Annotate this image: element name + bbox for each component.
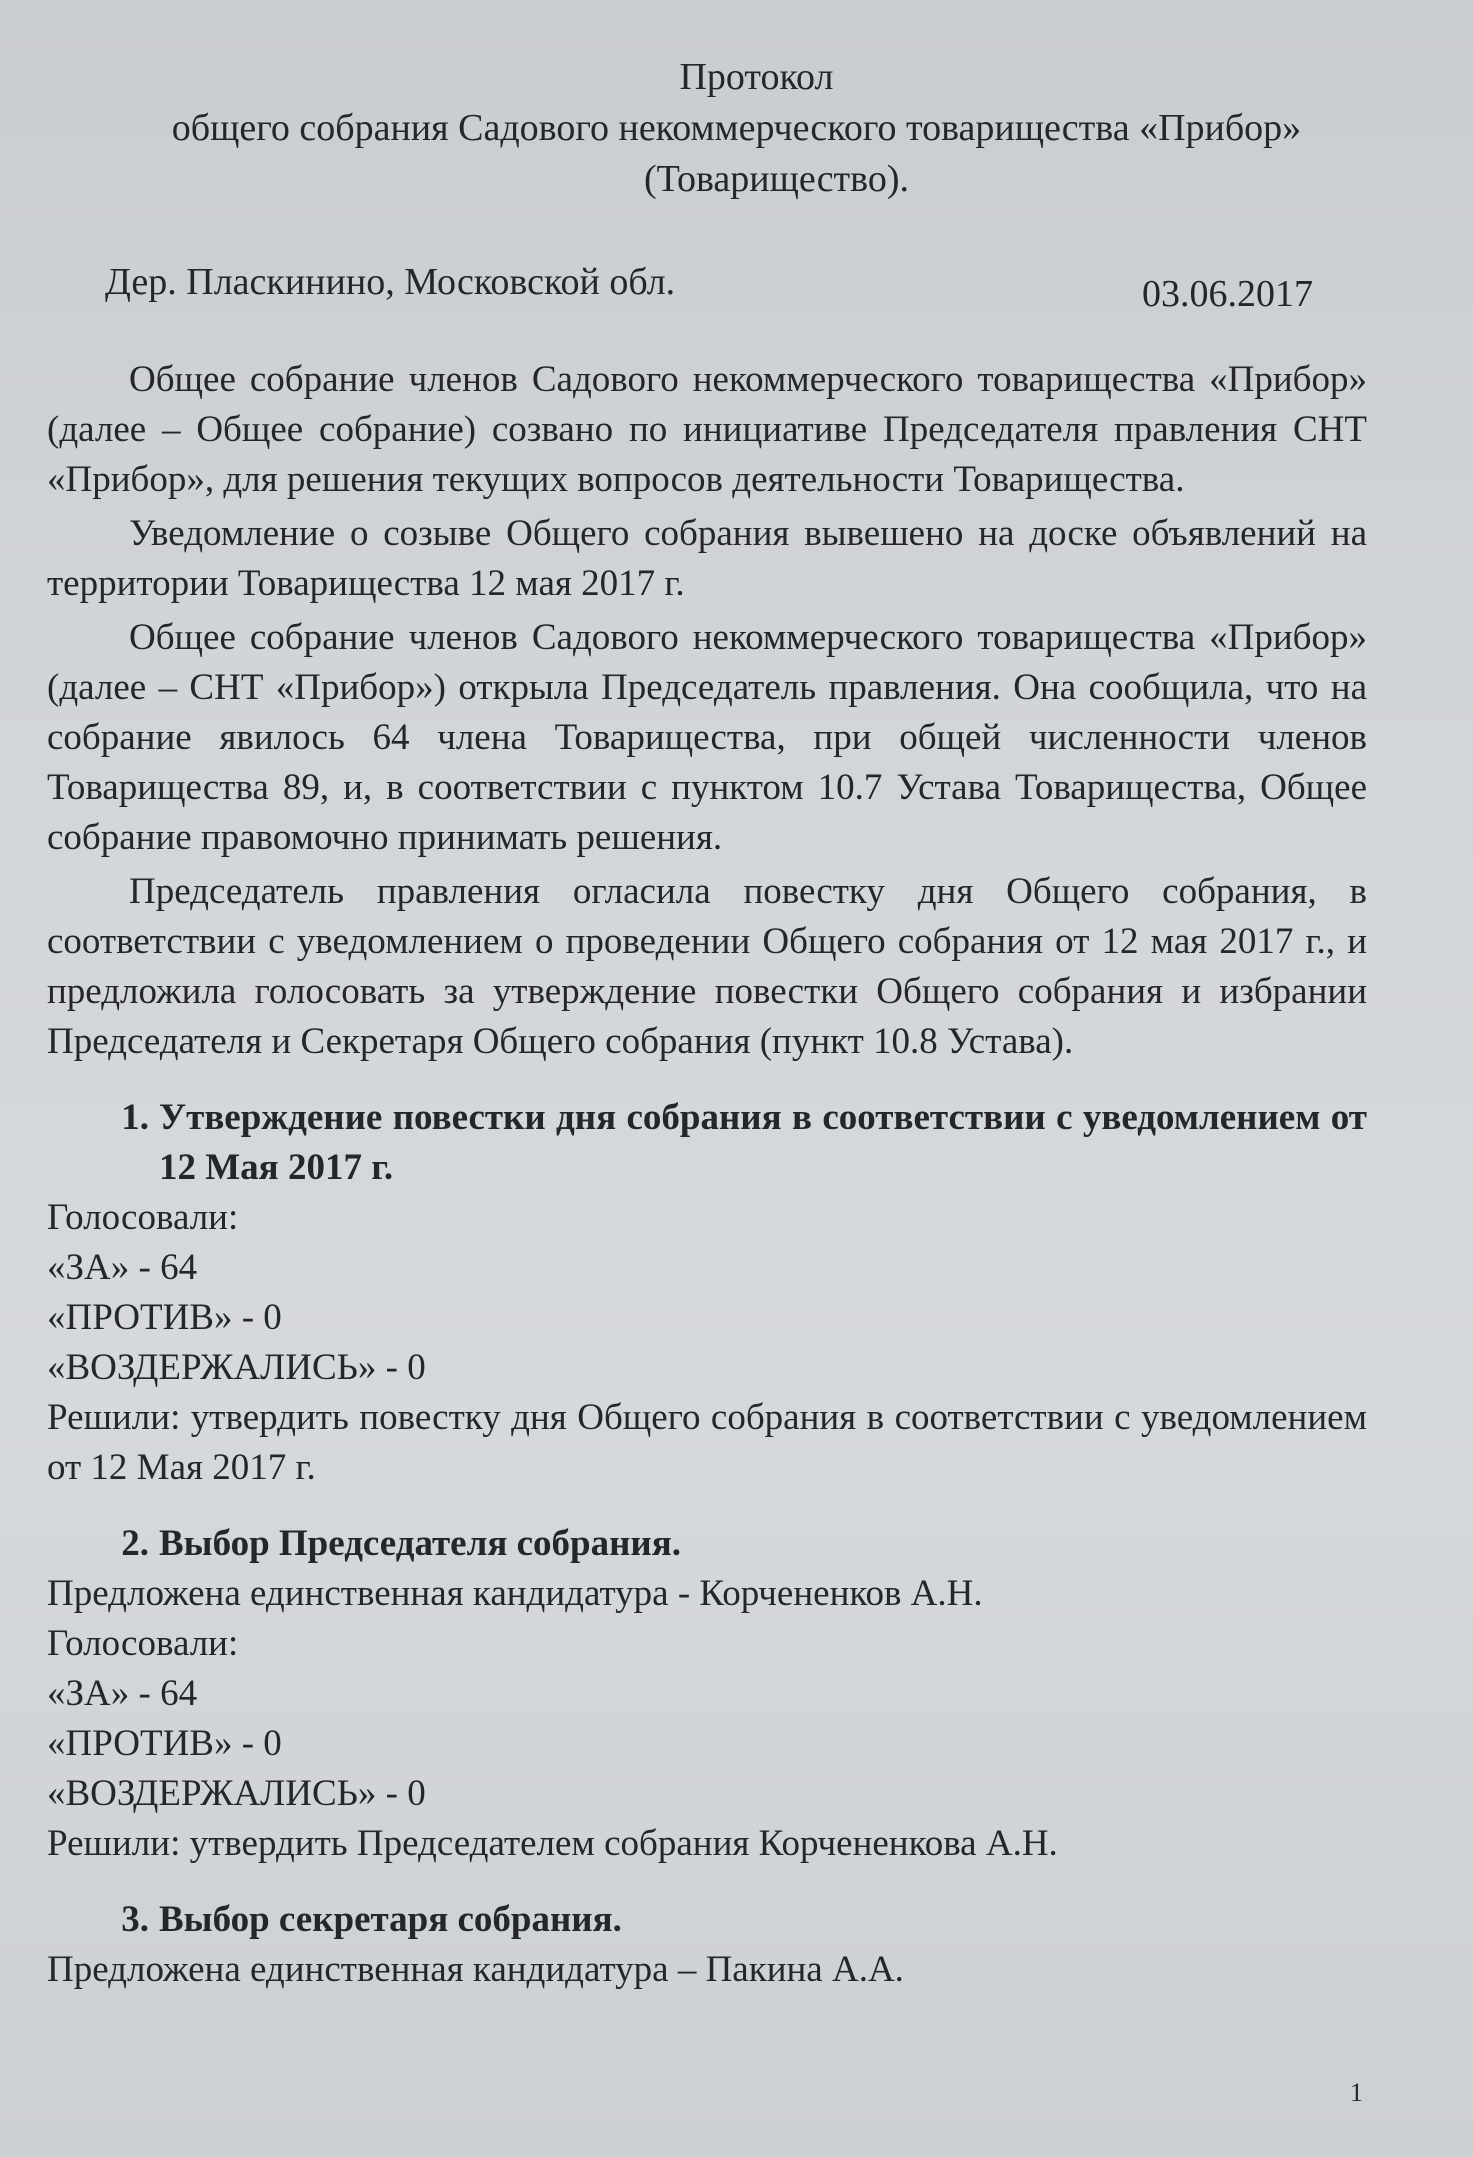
page-number: 1 — [1350, 2078, 1363, 2107]
paragraph-quorum: Общее собрание членов Садового некоммерческого товарищества «Прибор» (далее – СНТ «Прибор») открыла Председатель правления. Она сообщила, что на собрание явилось 64 члена Товарищества, при общей численности членов Товарищества 89, и, в соответствии с пунктом 10.7 Устава Товарищества, Общее собрание правомочно принимать решения. — [47, 617, 1367, 858]
votes-abstained: «ВОЗДЕРЖАЛИСЬ» - 0 — [47, 1773, 426, 1814]
document-subtitle-org: (Товарищество). — [643, 158, 910, 200]
voted-label: Голосовали: — [47, 1623, 239, 1664]
agenda-item-3-heading — [47, 1895, 1367, 1945]
candidate-text: Предложена единственная кандидатура - Корчененков А.Н. — [47, 1573, 983, 1614]
paragraph-notice: Уведомление о созыве Общего собрания вывешено на доске объявлений на территории Товарищества 12 мая 2017 г. — [47, 513, 1367, 604]
agenda-item-1-heading — [47, 1093, 1367, 1193]
meeting-date: 03.06.2017 — [1142, 273, 1313, 315]
agenda-item-title: Утверждение повестки дня собрания в соответствии с уведомлением от 12 Мая 2017 г. — [159, 1097, 1367, 1188]
meeting-place: Дер. Пласкинино, Московской обл. — [105, 261, 676, 303]
document-title: Протокол — [679, 56, 834, 98]
agenda-item-number: 3. — [121, 1899, 149, 1940]
resolution-text: Решили: утвердить Председателем собрания Корчененкова А.Н. — [47, 1823, 1058, 1864]
document-subtitle: общего собрания Садового некоммерческого товарищества «Прибор» — [171, 107, 1302, 149]
votes-against: «ПРОТИВ» - 0 — [47, 1297, 282, 1338]
votes-for: «ЗА» - 64 — [47, 1673, 198, 1714]
agenda-item-number: 1. — [121, 1097, 149, 1138]
votes-for: «ЗА» - 64 — [47, 1247, 198, 1288]
document-header — [0, 52, 1473, 205]
votes-against: «ПРОТИВ» - 0 — [47, 1723, 282, 1764]
candidate-text: Предложена единственная кандидатура – Пакина А.А. — [47, 1949, 904, 1990]
agenda-item-title: Выбор секретаря собрания. — [159, 1899, 622, 1940]
agenda-item-title: Выбор Председателя собрания. — [159, 1523, 682, 1564]
agenda-item-2-heading — [47, 1519, 1367, 1569]
paragraph-agenda: Председатель правления огласила повестку дня Общего собрания, в соответствии с уведомлением о проведении Общего собрания от 12 мая 2017 г., и предложила голосовать за утверждение повестки Общего собрания и избрании Председателя и Секретаря Общего собрания (пункт 10.8 Устава). — [47, 871, 1367, 1062]
document-body — [47, 355, 1367, 1995]
agenda-item-number: 2. — [121, 1523, 149, 1564]
votes-abstained: «ВОЗДЕРЖАЛИСЬ» - 0 — [47, 1347, 426, 1388]
paragraph-intro: Общее собрание членов Садового некоммерческого товарищества «Прибор» (далее – Общее собрание) созвано по инициативе Председателя правления СНТ «Прибор», для решения текущих вопросов деятельности Товарищества. — [47, 359, 1367, 500]
voted-label: Голосовали: — [47, 1197, 239, 1238]
resolution-text: Решили: утвердить повестку дня Общего собрания в соответствии с уведомлением от 12 Мая 2017 г. — [47, 1397, 1367, 1488]
